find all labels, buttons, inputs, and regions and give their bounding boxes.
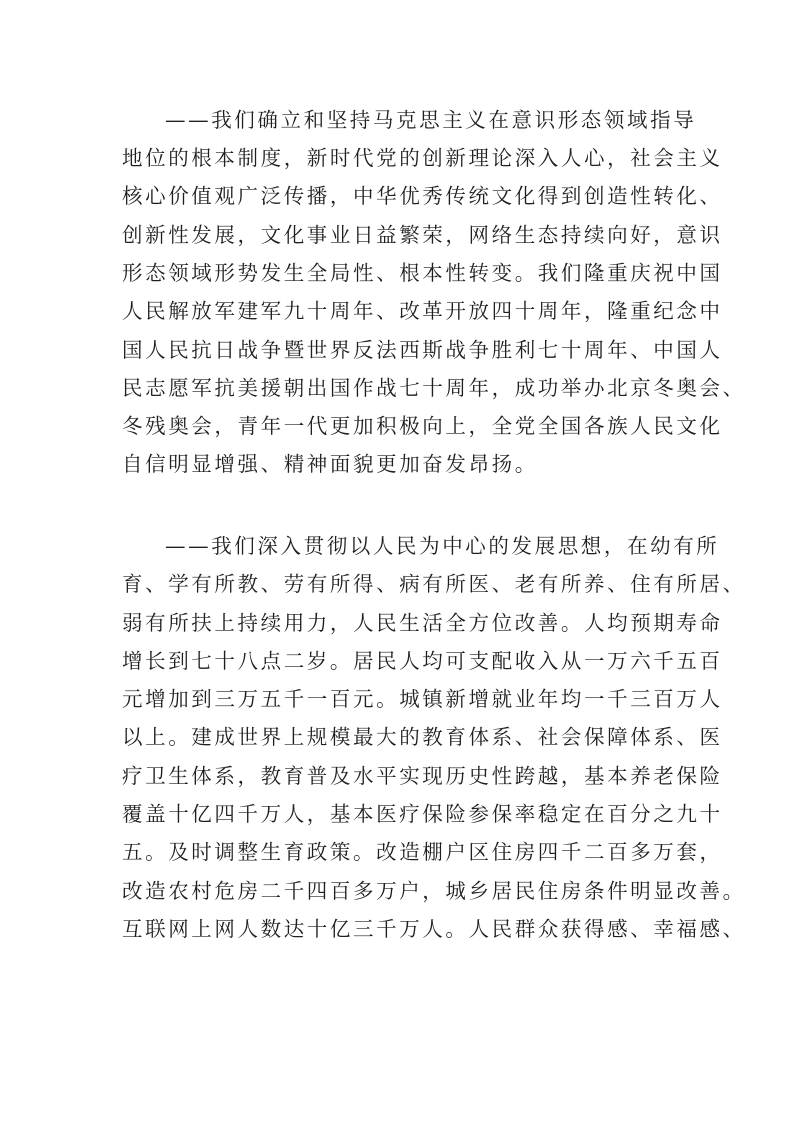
text-line: 五。及时调整生育政策。改造棚户区住房四千二百多万套，	[122, 840, 723, 864]
text-line: 覆盖十亿四千万人，基本医疗保险参保率稳定在百分之九十	[122, 802, 723, 826]
text-line: 弱有所扶上持续用力，人民生活全方位改善。人均预期寿命	[122, 611, 723, 635]
text-line: ——我们确立和坚持马克思主义在意识形态领域指导	[165, 108, 697, 132]
text-line: 育、学有所教、劳有所得、病有所医、老有所养、住有所居、	[122, 572, 746, 596]
text-line: 民志愿军抗美援朝出国作战七十周年，成功举办北京冬奥会、	[122, 376, 746, 400]
text-line: 冬残奥会，青年一代更加积极向上，全党全国各族人民文化	[122, 414, 723, 438]
text-line: 元增加到三万五千一百元。城镇新增就业年均一千三百万人	[122, 687, 723, 711]
text-line: 人民解放军建军九十周年、改革开放四十周年，隆重纪念中	[122, 299, 723, 323]
text-line: 疗卫生体系，教育普及水平实现历史性跨越，基本养老保险	[122, 764, 723, 788]
text-line: 改造农村危房二千四百多万户，城乡居民住房条件明显改善。	[122, 879, 746, 903]
text-line: 增长到七十八点二岁。居民人均可支配收入从一万六千五百	[122, 649, 723, 673]
text-line: 地位的根本制度，新时代党的创新理论深入人心，社会主义	[122, 146, 723, 170]
text-line: ——我们深入贯彻以人民为中心的发展思想，在幼有所	[165, 534, 720, 558]
text-line: 互联网上网人数达十亿三千万人。人民群众获得感、幸福感、	[122, 917, 746, 941]
text-line: 自信明显增强、精神面貌更加奋发昂扬。	[122, 452, 538, 476]
text-line: 核心价值观广泛传播，中华优秀传统文化得到创造性转化、	[122, 184, 723, 208]
text-line: 形态领域形势发生全局性、根本性转变。我们隆重庆祝中国	[122, 261, 723, 285]
text-line: 创新性发展，文化事业日益繁荣，网络生态持续向好，意识	[122, 223, 723, 247]
text-line: 以上。建成世界上规模最大的教育体系、社会保障体系、医	[122, 725, 723, 749]
text-line: 国人民抗日战争暨世界反法西斯战争胜利七十周年、中国人	[122, 338, 723, 362]
